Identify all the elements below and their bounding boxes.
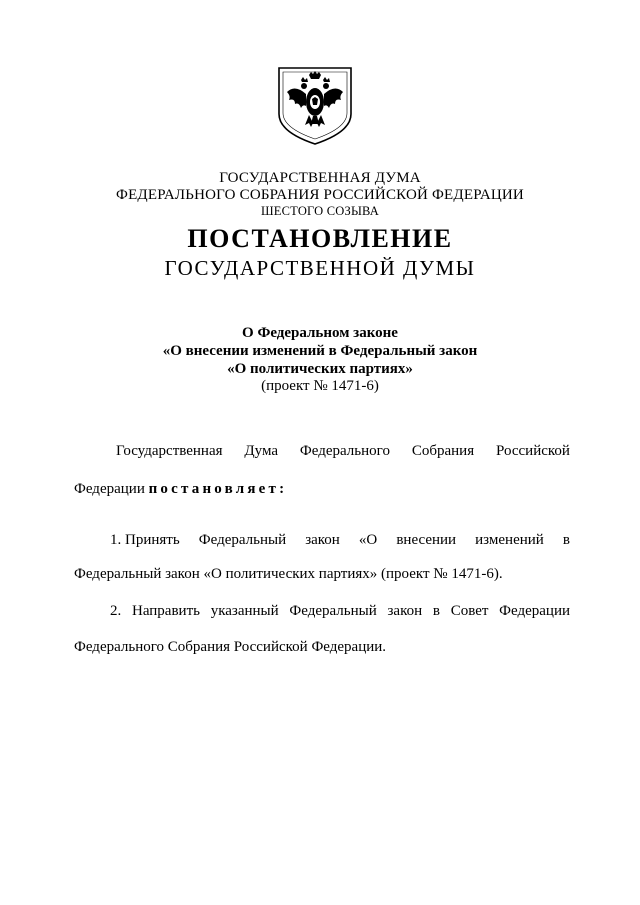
item-1-word: закон	[305, 532, 340, 548]
header-line-assembly: ФЕДЕРАЛЬНОГО СОБРАНИЯ РОССИЙСКОЙ ФЕДЕРАЦИИ	[116, 187, 524, 203]
item-1-word: внесении	[396, 532, 457, 548]
header-line-duma: ГОСУДАРСТВЕННАЯ ДУМА	[219, 170, 421, 186]
item-2-word: 2.	[110, 603, 122, 619]
preamble-line-2	[74, 479, 570, 499]
document-title: ПОСТАНОВЛЕНИЕ	[187, 224, 453, 253]
header-line-convocation: ШЕСТОГО СОЗЫВА	[260, 204, 380, 218]
item-1-word: в	[562, 532, 570, 548]
item-2-word: Федеральный	[289, 603, 377, 619]
item-2-word: Совет	[450, 603, 489, 619]
preamble-word: Собрания	[411, 443, 475, 459]
document-subtitle: ГОСУДАРСТВЕННОЙ ДУМЫ	[164, 256, 476, 280]
item-2-word: Федерации	[499, 603, 570, 619]
item-2-word: Направить	[131, 603, 200, 619]
item-1-word: изменений	[475, 532, 544, 548]
project-number: (проект № 1471-6)	[261, 378, 379, 394]
preamble-word: Российской	[496, 443, 570, 459]
coat-of-arms-emblem	[273, 62, 357, 146]
decree-word: постановляет:	[148, 481, 288, 497]
item-2-line-1	[74, 601, 570, 621]
item-1-line-2: Федеральный закон «О политических партиях» (проект № 1471-6).	[74, 566, 503, 582]
item-2-word: закон	[387, 603, 423, 619]
item-2-word: в	[432, 603, 440, 619]
item-1-line-1	[74, 530, 570, 550]
preamble-word: Дума	[244, 443, 279, 459]
item-1-word: «О	[358, 532, 378, 548]
item-1-word: 1. Принять	[110, 532, 180, 548]
subject-line-1: О Федеральном законе	[242, 325, 398, 341]
preamble-prefix: Федерации	[74, 481, 145, 497]
item-2-word: указанный	[210, 603, 279, 619]
preamble-word: Государственная	[116, 443, 223, 459]
item-2-line-2: Федерального Собрания Российской Федерации.	[74, 639, 387, 655]
preamble-word: Федерального	[299, 443, 390, 459]
item-1-word: Федеральный	[198, 532, 287, 548]
subject-line-3: «О политических партиях»	[227, 361, 413, 377]
preamble-line-1	[74, 441, 570, 461]
subject-line-2: «О внесении изменений в Федеральный закон	[162, 343, 478, 359]
